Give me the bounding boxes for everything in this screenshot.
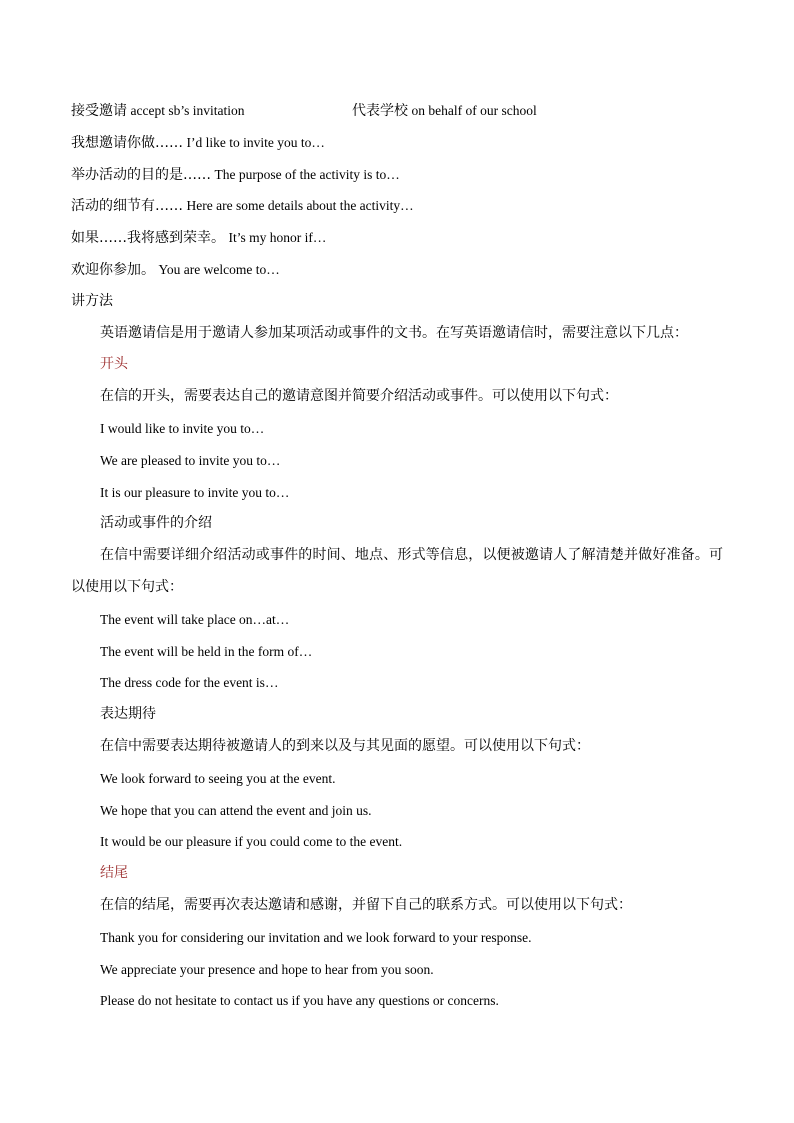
phrase-row-pair: [71, 95, 723, 127]
example-sentence: The event will be held in the form of…: [100, 643, 313, 659]
phrase-en: on behalf of our school: [411, 103, 537, 118]
phrase-en: accept sb’s invitation: [130, 103, 245, 118]
example-sentence: We look forward to seeing you at the event.: [100, 770, 336, 786]
section-desc-opening: 在信的开头，需要表达自己的邀请意图并简要介绍活动或事件。可以使用以下句式：: [100, 388, 618, 405]
phrase-cn: 我想邀请你做……: [71, 134, 183, 151]
document-body: [71, 95, 723, 1017]
section-desc-expectation: 在信中需要表达期待被邀请人的到来以及与其见面的愿望。可以使用以下句式：: [100, 737, 590, 754]
example-sentence: I would like to invite you to…: [100, 420, 265, 436]
example-sentence: We are pleased to invite you to…: [100, 452, 281, 468]
example-sentence: Thank you for considering our invitation and we look forward to your response.: [100, 929, 532, 945]
method-heading: 讲方法: [71, 292, 113, 309]
method-intro: 英语邀请信是用于邀请人参加某项活动或事件的文书。在写英语邀请信时，需要注意以下几点：: [100, 324, 688, 341]
phrase-cn: 代表学校: [352, 103, 408, 119]
example-sentence: The dress code for the event is…: [100, 675, 279, 691]
phrase-en: I’d like to invite you to…: [186, 134, 325, 150]
section-title-closing: 结尾: [100, 865, 128, 882]
example-sentence: Please do not hesitate to contact us if you have any questions or concerns.: [100, 993, 499, 1009]
phrase-cn: 举办活动的目的是……: [71, 166, 211, 183]
phrase-row: [71, 222, 723, 254]
phrase-row: [71, 190, 723, 222]
phrase-en: It’s my honor if…: [228, 230, 327, 246]
phrase-cn: 如果……我将感到荣幸。: [71, 230, 225, 247]
example-sentence: The event will take place on…at…: [100, 611, 290, 627]
section-desc-closing: 在信的结尾，需要再次表达邀请和感谢，并留下自己的联系方式。可以使用以下句式：: [100, 896, 632, 913]
phrase-row: [71, 127, 723, 159]
phrase-en: Here are some details about the activity…: [186, 198, 414, 214]
example-sentence: It would be our pleasure if you could come to the event.: [100, 834, 403, 850]
example-sentence: We appreciate your presence and hope to hear from you soon.: [100, 961, 434, 977]
phrase-accept-invitation: [71, 95, 352, 128]
section-title-details: 活动或事件的介绍: [100, 515, 212, 532]
phrase-en: The purpose of the activity is to…: [214, 166, 400, 182]
example-sentence: It is our pleasure to invite you to…: [100, 484, 290, 500]
phrase-cn: 欢迎你参加。: [71, 261, 155, 278]
phrase-cn: 活动的细节有……: [71, 198, 183, 215]
phrase-en: You are welcome to…: [158, 261, 280, 277]
section-desc-details-line2: 以使用以下句式：: [71, 578, 183, 595]
phrase-row: [71, 254, 723, 286]
section-desc-details-line1: 在信中需要详细介绍活动或事件的时间、地点、形式等信息，以便被邀请人了解清楚并做好准备。可: [100, 547, 723, 564]
section-title-expectation: 表达期待: [100, 706, 156, 723]
phrase-on-behalf: [352, 95, 537, 128]
section-title-opening: 开头: [100, 356, 128, 373]
phrase-cn: 接受邀请: [71, 103, 127, 119]
phrase-row: [71, 159, 723, 191]
example-sentence: We hope that you can attend the event and join us.: [100, 802, 372, 818]
